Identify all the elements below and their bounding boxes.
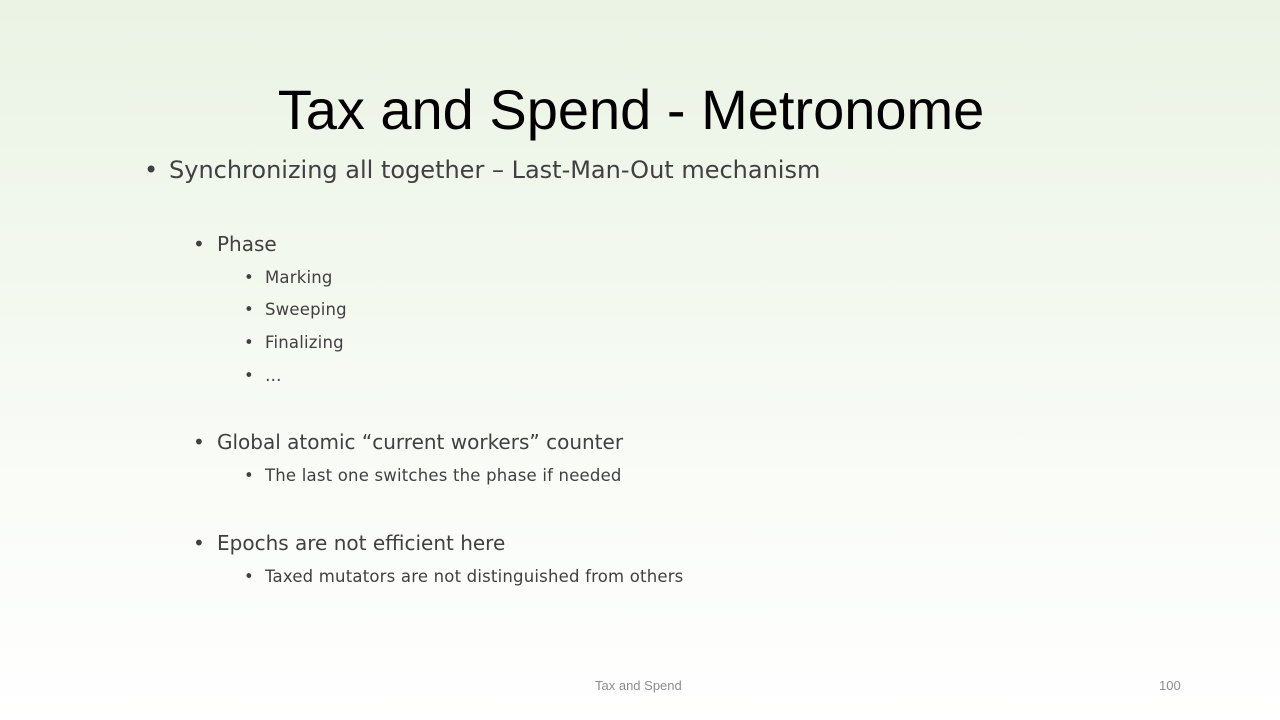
bullet-text: Finalizing (265, 333, 344, 352)
bullet-text: Phase (217, 232, 277, 256)
bullet-glyph: • (244, 466, 254, 485)
bullet-text: … (265, 366, 282, 385)
bullet-glyph: • (144, 156, 159, 184)
bullet-text: Taxed mutators are not distinguished from others (265, 567, 684, 586)
bullet-glyph: • (193, 531, 205, 555)
bullet-glyph: • (244, 300, 254, 319)
bullet-glyph: • (193, 232, 205, 256)
bullet-glyph: • (244, 268, 254, 287)
bullet-text: Global atomic “current workers” counter (217, 430, 624, 454)
bullet-glyph: • (193, 430, 205, 454)
bullet-text: Sweeping (265, 300, 347, 319)
bullet-glyph: • (244, 333, 254, 352)
bullet-text: The last one switches the phase if needed (265, 466, 622, 485)
bullet-glyph: • (244, 366, 254, 385)
slide-title: Tax and Spend - Metronome (277, 78, 985, 141)
page-number: 100 (1159, 678, 1181, 693)
footer-text: Tax and Spend (595, 678, 682, 693)
bullet-text: Synchronizing all together – Last-Man-Out mechanism (169, 156, 821, 184)
bullet-glyph: • (244, 567, 254, 586)
bullet-text: Marking (265, 268, 333, 287)
bullet-text: Epochs are not efficient here (217, 531, 506, 555)
